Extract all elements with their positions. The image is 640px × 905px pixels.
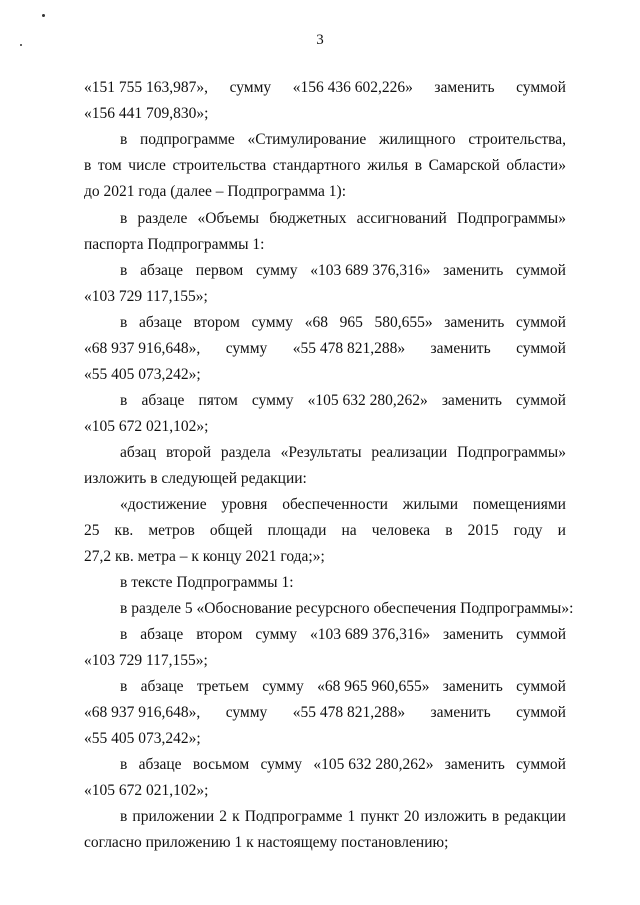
text-line bbox=[120, 573, 566, 593]
word: Подпрограмме bbox=[244, 808, 343, 825]
word: области» bbox=[506, 157, 566, 174]
word: 2015 bbox=[467, 522, 499, 539]
word: и bbox=[557, 522, 566, 539]
word: суммой bbox=[516, 79, 566, 96]
word: сумму bbox=[251, 314, 294, 331]
scan-speck bbox=[42, 14, 45, 17]
text-line bbox=[84, 469, 566, 489]
text-line bbox=[84, 182, 566, 202]
word: к bbox=[232, 808, 240, 825]
word: на bbox=[341, 522, 357, 539]
word: строительства bbox=[172, 157, 267, 174]
word: человека bbox=[371, 522, 431, 539]
word: в bbox=[120, 626, 128, 643]
word: «156 436 602,226» bbox=[292, 79, 413, 96]
text-line bbox=[120, 313, 566, 333]
word: бюджетных bbox=[269, 210, 347, 227]
word: заменить bbox=[444, 314, 505, 331]
word: площади bbox=[267, 522, 327, 539]
word: «103 689 376,316» bbox=[309, 626, 431, 643]
word: «105 632 280,262» bbox=[307, 392, 428, 409]
word: абзаце bbox=[141, 392, 185, 409]
word: 580,655» bbox=[374, 314, 433, 331]
word: сумму bbox=[229, 79, 272, 96]
word: суммой bbox=[516, 392, 566, 409]
word: 27,2 кв. метра – к концу 2021 года;»; bbox=[84, 548, 325, 565]
text-line bbox=[120, 209, 566, 229]
word: согласно приложению 1 к настоящему постановлению; bbox=[84, 834, 449, 851]
page-number: 3 bbox=[316, 32, 324, 48]
word: в bbox=[120, 262, 128, 279]
word: второй bbox=[165, 444, 211, 461]
word: третьем bbox=[196, 678, 249, 695]
word: редакции bbox=[504, 808, 566, 825]
word: метров bbox=[148, 522, 195, 539]
word: «Стимулирование bbox=[247, 131, 367, 148]
word: «103 729 117,155»; bbox=[84, 652, 208, 669]
word: 965 bbox=[339, 314, 363, 331]
word: Подпрограммы» bbox=[457, 444, 566, 461]
word: суммой bbox=[516, 756, 566, 773]
word: «105 632 280,262» bbox=[313, 756, 434, 773]
word: заменить bbox=[444, 756, 505, 773]
word: заменить bbox=[443, 626, 504, 643]
text-line bbox=[120, 130, 566, 150]
word: 20 bbox=[403, 808, 420, 825]
text-line bbox=[84, 156, 566, 176]
word: «156 441 709,830»; bbox=[84, 105, 209, 122]
word: суммой bbox=[516, 314, 566, 331]
word: заменить bbox=[443, 262, 504, 279]
text-line bbox=[84, 651, 566, 671]
word: абзаце bbox=[140, 262, 184, 279]
word: сумму bbox=[225, 340, 268, 357]
word: в bbox=[84, 157, 92, 174]
word: втором bbox=[196, 626, 243, 643]
word: жилищного bbox=[378, 131, 456, 148]
text-line bbox=[84, 781, 566, 801]
word: в bbox=[120, 314, 128, 331]
word: изложить в следующей редакции: bbox=[84, 470, 307, 487]
text-line bbox=[84, 339, 566, 359]
word: суммой bbox=[516, 704, 566, 721]
text-line bbox=[120, 677, 566, 697]
text-line bbox=[120, 391, 566, 411]
text-line bbox=[84, 833, 566, 853]
word: обеспеченности bbox=[282, 496, 388, 513]
word: «55 405 073,242»; bbox=[84, 366, 201, 383]
text-line bbox=[84, 729, 566, 749]
text-line bbox=[120, 807, 566, 827]
word: том bbox=[97, 157, 122, 174]
word: в bbox=[445, 522, 453, 539]
word: «105 672 021,102»; bbox=[84, 782, 209, 799]
word: заменить bbox=[430, 340, 491, 357]
word: «68 937 916,648», bbox=[84, 340, 201, 357]
word: в bbox=[414, 157, 423, 174]
word: абзаце bbox=[138, 756, 182, 773]
word: сумму bbox=[225, 704, 268, 721]
text-line bbox=[84, 104, 566, 124]
word: 25 bbox=[84, 522, 100, 539]
word: «достижение bbox=[120, 496, 207, 513]
text-line bbox=[84, 521, 566, 541]
word: Подпрограммы» bbox=[457, 210, 566, 227]
word: жилья bbox=[367, 157, 409, 174]
text-line bbox=[120, 599, 574, 619]
word: в разделе 5 «Обоснование ресурсного обеспечения Подпрограммы»: bbox=[120, 600, 574, 617]
word: сумму bbox=[255, 626, 297, 643]
text-line bbox=[84, 703, 566, 723]
word: абзаце bbox=[140, 678, 184, 695]
word: Самарской bbox=[428, 157, 500, 174]
word: абзаце bbox=[138, 314, 182, 331]
word: жилыми bbox=[402, 496, 459, 513]
word: в bbox=[120, 392, 128, 409]
word: подпрограмме bbox=[140, 131, 235, 148]
word: приложении bbox=[132, 808, 215, 825]
word: «Объемы bbox=[197, 210, 260, 227]
word: сумму bbox=[262, 678, 304, 695]
word: абзаце bbox=[140, 626, 184, 643]
word: «103 729 117,155»; bbox=[84, 288, 208, 305]
word: кв. bbox=[114, 522, 134, 539]
word: суммой bbox=[516, 626, 566, 643]
text-line bbox=[120, 443, 566, 463]
word: в bbox=[120, 210, 128, 227]
word: «55 478 821,288» bbox=[292, 704, 406, 721]
word: суммой bbox=[516, 340, 566, 357]
word: «103 689 376,316» bbox=[310, 262, 431, 279]
text-line bbox=[84, 78, 566, 98]
word: раздела bbox=[220, 444, 271, 461]
word: в bbox=[491, 808, 500, 825]
word: абзац bbox=[120, 444, 157, 461]
word: «Результаты bbox=[280, 444, 362, 461]
text-line bbox=[84, 547, 566, 567]
word: в bbox=[120, 756, 128, 773]
word: «68 937 916,648», bbox=[84, 704, 201, 721]
text-line bbox=[84, 287, 566, 307]
word: помещениями bbox=[472, 496, 566, 513]
word: общей bbox=[209, 522, 253, 539]
word: восьмом bbox=[192, 756, 250, 773]
word: сумму bbox=[260, 756, 303, 773]
word: в bbox=[120, 678, 128, 695]
text-line bbox=[120, 261, 566, 281]
word: 1 bbox=[347, 808, 356, 825]
word: разделе bbox=[137, 210, 188, 227]
word: реализации bbox=[371, 444, 448, 461]
word: паспорта Подпрограммы 1: bbox=[84, 236, 265, 253]
word: первом bbox=[195, 262, 244, 279]
word: сумму bbox=[255, 262, 298, 279]
word: заменить bbox=[442, 678, 503, 695]
text-line bbox=[84, 365, 566, 385]
word: пятом bbox=[198, 392, 238, 409]
word: «55 405 073,242»; bbox=[84, 730, 201, 747]
text-line bbox=[84, 235, 566, 255]
text-line bbox=[120, 625, 566, 645]
word: заменить bbox=[430, 704, 491, 721]
word: изложить bbox=[424, 808, 487, 825]
word: в bbox=[120, 131, 128, 148]
word: до 2021 года (далее – Подпрограмма 1): bbox=[84, 183, 347, 200]
word: ассигнований bbox=[356, 210, 447, 227]
word: строительства, bbox=[468, 131, 566, 148]
word: числе bbox=[128, 157, 166, 174]
word: «151 755 163,987», bbox=[84, 79, 208, 96]
text-line bbox=[120, 495, 566, 515]
text-line bbox=[120, 755, 566, 775]
word: стандартного bbox=[272, 157, 361, 174]
word: в тексте Подпрограммы 1: bbox=[120, 574, 294, 591]
word: пункт bbox=[360, 808, 399, 825]
word: заменить bbox=[434, 79, 495, 96]
word: суммой bbox=[516, 262, 566, 279]
text-line bbox=[84, 417, 566, 437]
word: году bbox=[513, 522, 543, 539]
word: «55 478 821,288» bbox=[292, 340, 406, 357]
word: «105 672 021,102»; bbox=[84, 418, 209, 435]
word: заменить bbox=[441, 392, 502, 409]
word: 2 bbox=[219, 808, 227, 825]
word: «68 bbox=[304, 314, 328, 331]
word: сумму bbox=[251, 392, 294, 409]
word: суммой bbox=[516, 678, 566, 695]
word: в bbox=[120, 808, 128, 825]
word: уровня bbox=[221, 496, 268, 513]
word: «68 965 960,655» bbox=[317, 678, 430, 695]
word: втором bbox=[193, 314, 240, 331]
